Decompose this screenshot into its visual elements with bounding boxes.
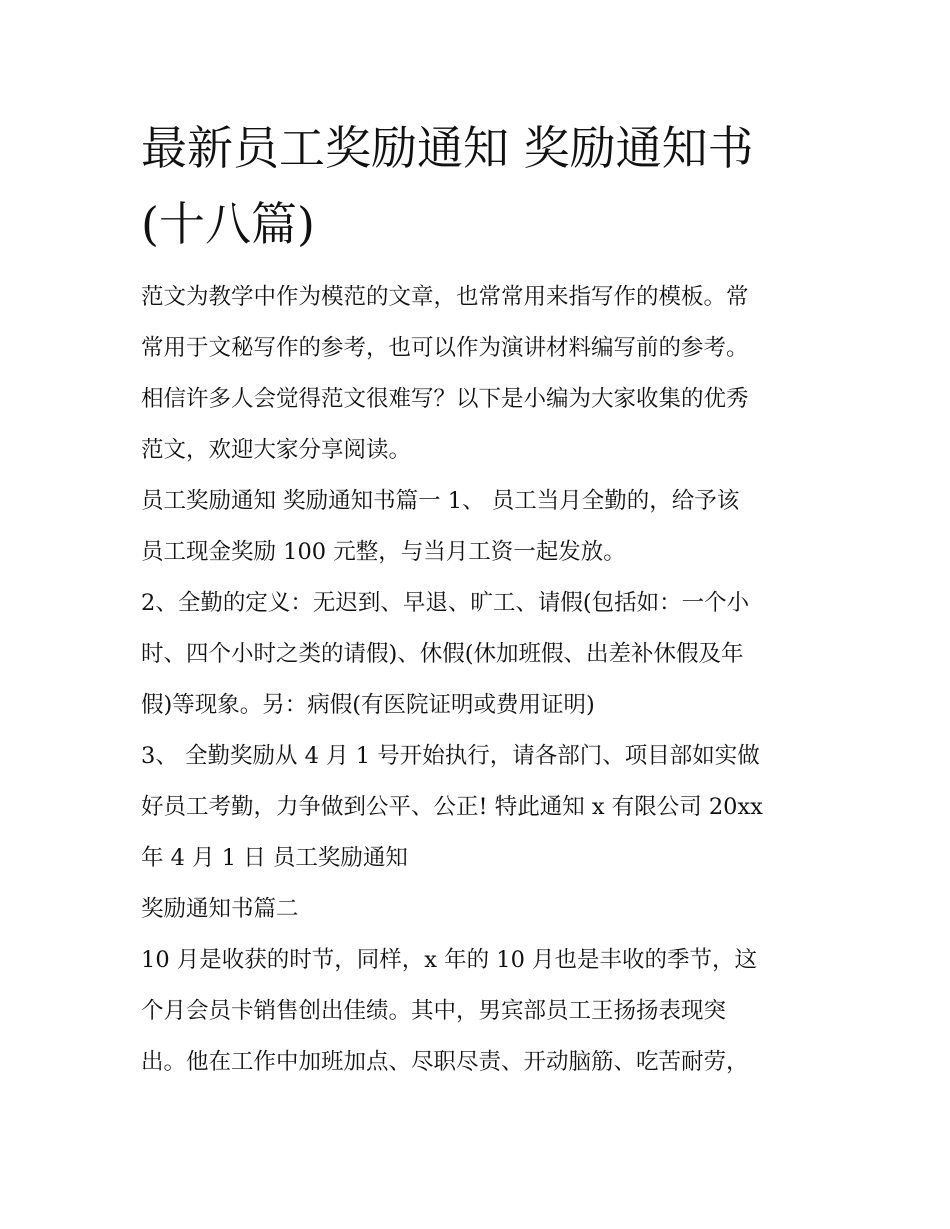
document-body (141, 272, 813, 1088)
text-line: 2、全勤的定义：无迟到、早退、旷工、请假(包括如：一个小 (141, 590, 750, 616)
text-line: 相信许多人会觉得范文很难写？以下是小编为大家收集的优秀 (141, 386, 749, 412)
text-line: 出。他在工作中加班加点、尽职尽责、开动脑筋、吃苦耐劳， (141, 1049, 749, 1075)
attendance-start-paragraph (141, 731, 813, 884)
document-page (141, 110, 813, 1088)
text-line: 时、四个小时之类的请假)、休假(休加班假、出差补休假及年 (141, 641, 744, 667)
text-line: 10 月是收获的时节，同样，x 年的 10 月也是丰收的季节，这 (141, 947, 758, 973)
document-title (141, 110, 813, 262)
text-line: 好员工考勤，力争做到公平、公正! 特此通知 x 有限公司 20xx (141, 794, 763, 820)
title-line: (十八篇) (141, 197, 315, 251)
text-line: 个月会员卡销售创出佳绩。其中，男宾部员工王扬扬表现突 (141, 998, 727, 1024)
title-line: 最新员工奖励通知 奖励通知书 (141, 121, 754, 175)
text-line: 年 4 月 1 日 员工奖励通知 (141, 845, 408, 871)
text-line: 员工现金奖励 100 元整，与当月工资一起发放。 (141, 539, 626, 565)
text-line: 员工奖励通知 奖励通知书篇一 1、 员工当月全勤的，给予该 (141, 488, 740, 514)
text-line: 常用于文秘写作的参考，也可以作为演讲材料编写前的参考。 (141, 335, 749, 361)
text-line: 范文，欢迎大家分享阅读。 (141, 437, 412, 463)
text-line: 范文为教学中作为模范的文章，也常常用来指写作的模板。常 (141, 284, 749, 310)
section-one-paragraph (141, 476, 813, 578)
attendance-definition-paragraph (141, 578, 813, 731)
october-paragraph (141, 935, 813, 1088)
text-line: 假)等现象。另：病假(有医院证明或费用证明) (141, 692, 595, 718)
intro-paragraph (141, 272, 813, 476)
section-two-heading (141, 884, 813, 935)
text-line: 奖励通知书篇二 (141, 896, 299, 922)
text-line: 3、 全勤奖励从 4 月 1 号开始执行，请各部门、项目部如实做 (141, 743, 760, 769)
